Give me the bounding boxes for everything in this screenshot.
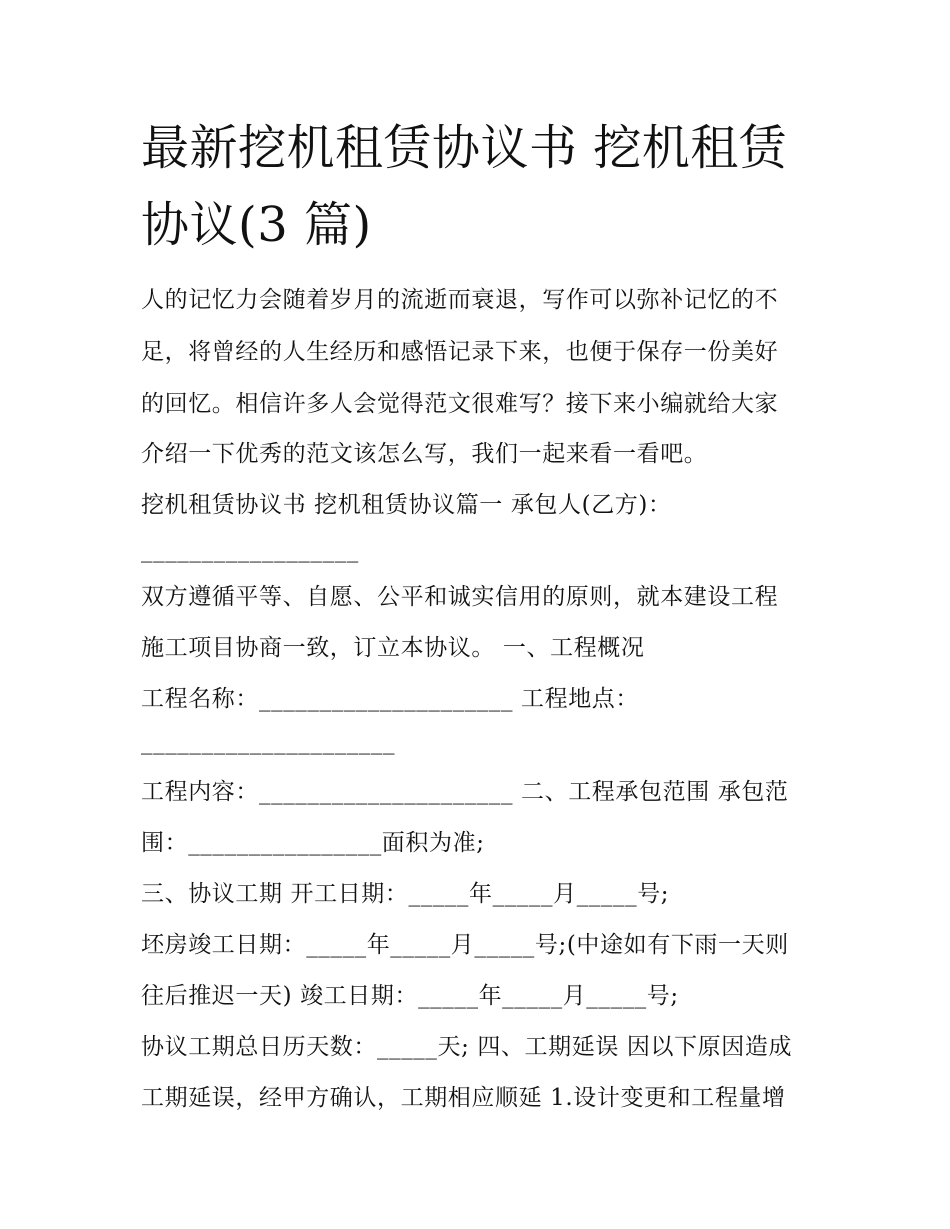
rough-completion-date-line: 坯房竣工日期：_____年_____月_____号;(中途如有下雨一天则 — [141, 932, 789, 958]
project-name-line: 工程名称：_____________________ 工程地点： — [141, 686, 640, 712]
body-line-2: 足，将曾经的人生经历和感悟记录下来，也便于保存一份美好 — [141, 339, 779, 365]
body-line-principles-2: 施工项目协商一致，订立本协议。 一、工程概况 — [141, 635, 645, 661]
document-title-line-2: 协议(3 篇) — [141, 197, 372, 253]
completion-date-line: 往后推迟一天) 竣工日期：_____年_____月_____号; — [141, 983, 679, 1009]
start-date-line: 三、协议工期 开工日期：_____年_____月_____号; — [141, 881, 670, 907]
blank-contractor: __________________ — [141, 537, 359, 563]
project-content-line: 工程内容：_____________________ 二、工程承包范围 承包范 — [141, 779, 789, 805]
scope-area-line: 围：________________面积为准; — [141, 830, 485, 856]
document-title-line-1: 最新挖机租赁协议书 挖机租赁 — [141, 120, 788, 176]
delay-line: 工期延误，经甲方确认，工期相应顺延 1.设计变更和工程量增 — [141, 1085, 786, 1111]
body-line-3: 的回忆。相信许多人会觉得范文很难写？接下来小编就给大家 — [141, 391, 779, 417]
body-line-principles-1: 双方遵循平等、自愿、公平和诚实信用的原则，就本建设工程 — [141, 584, 779, 610]
total-days-line: 协议工期总日历天数：_____天; 四、工期延误 因以下原因造成 — [141, 1034, 793, 1060]
blank-project-location: _____________________ — [141, 729, 396, 755]
body-line-4: 介绍一下优秀的范文该怎么写，我们一起来看一看吧。 — [141, 441, 708, 467]
section-heading-contractor: 挖机租赁协议书 挖机租赁协议篇一 承包人(乙方)： — [141, 492, 672, 518]
body-line-1: 人的记忆力会随着岁月的流逝而衰退，写作可以弥补记忆的不 — [141, 287, 779, 313]
